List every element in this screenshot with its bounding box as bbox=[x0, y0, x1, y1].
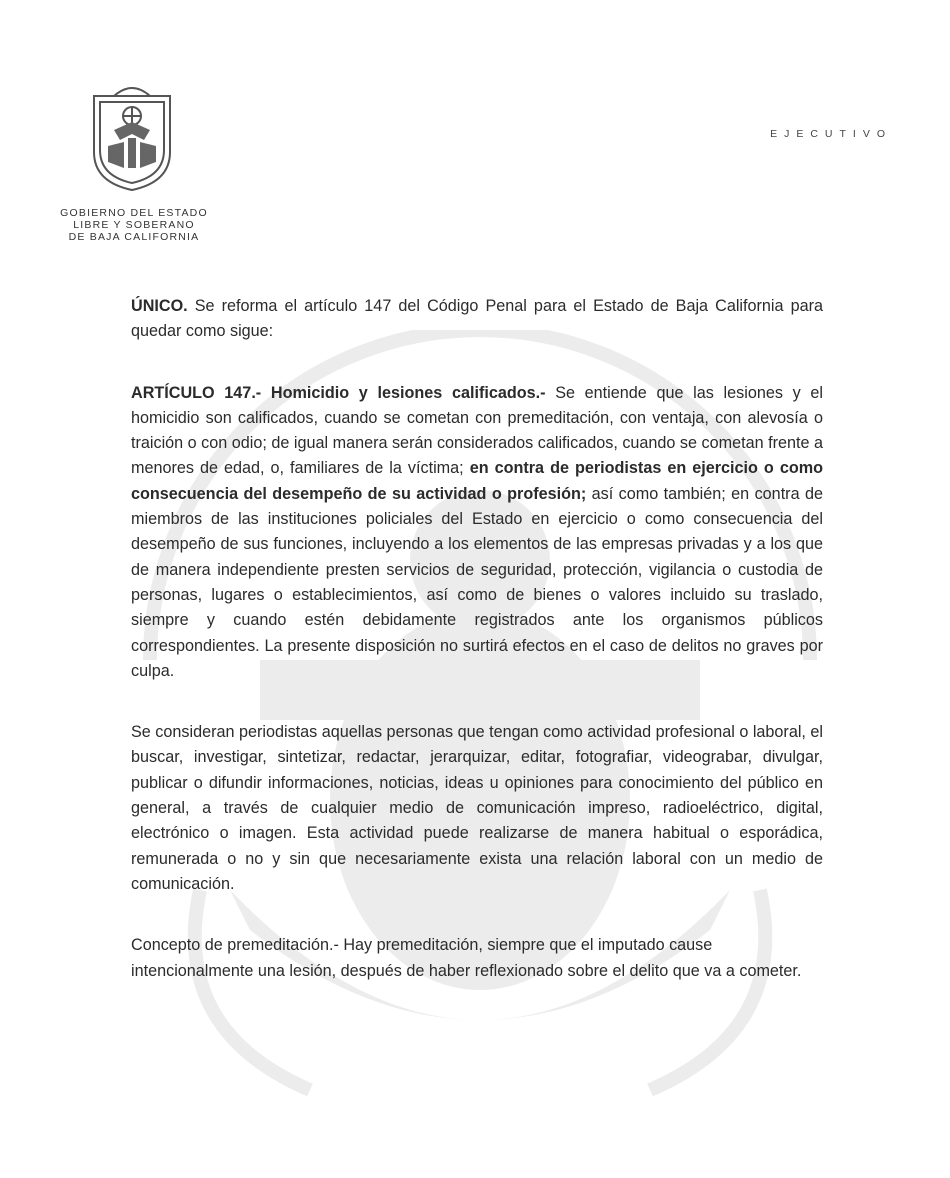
executive-label: EJECUTIVO bbox=[770, 128, 892, 140]
baja-california-coat-of-arms-icon bbox=[84, 82, 180, 194]
paragraph-article-147 bbox=[131, 381, 823, 685]
paragraph-unico bbox=[131, 294, 823, 345]
unico-text: Se reforma el artículo 147 del Código Penal para el Estado de Baja California para quedar como sigue: bbox=[131, 297, 823, 341]
article-147-bold-clause: en contra de periodistas en ejercicio o como consecuencia del desempeño de su actividad o profesión; bbox=[131, 459, 823, 503]
article-147-heading: ARTÍCULO 147.- Homicidio y lesiones calificados.- bbox=[131, 383, 546, 402]
document-body bbox=[131, 294, 823, 1020]
gov-name-line-1: GOBIERNO DEL ESTADO bbox=[60, 207, 208, 219]
paragraph-premeditacion: Concepto de premeditación.- Hay premeditación, siempre que el imputado cause intencionalmente una lesión, después de haber reflexionado sobre el delito que va a cometer. bbox=[131, 936, 802, 980]
gov-name-line-3: DE BAJA CALIFORNIA bbox=[68, 231, 200, 243]
government-name bbox=[52, 207, 216, 243]
article-147-text-1: Se entiende que las lesiones y el homicidio son calificados, cuando se cometan con premeditación, con ventaja, con alevosía o traición o con odio; de igual manera serán considerados calificados, cuando se cometan frente a menores de edad, o, familiares de la víctima; bbox=[131, 383, 823, 478]
gov-name-line-2: LIBRE Y SOBERANO bbox=[73, 219, 195, 231]
unico-heading: ÚNICO. bbox=[131, 297, 188, 315]
article-147-text-2: así como también; en contra de miembros de las instituciones policiales del Estado en ejercicio o como consecuencia del desempeño de sus funciones, incluyendo a los elementos de las empresas privadas y a los que de manera independiente presten servicios de seguridad, protección, vigilancia o custodia de personas, lugares o establecimientos, así como de bienes o valores incluido su traslado, siempre y cuando estén debidamente registrados ante los organismos públicos correspondientes. La presente disposición no surtirá efectos en el caso de delitos no graves por culpa. bbox=[131, 484, 823, 680]
paragraph-periodistas: Se consideran periodistas aquellas personas que tengan como actividad profesional o laboral, el buscar, investigar, sintetizar, redactar, jerarquizar, editar, fotografiar, videograbar, divulgar, publicar o difundir informaciones, noticias, ideas u opiniones para conocimiento del público en general, a través de cualquier medio de comunicación impreso, radioeléctrico, digital, electrónico o imagen. Esta actividad puede realizarse de manera habitual o esporádica, remunerada o no y sin que necesariamente exista una relación laboral con un medio de comunicación. bbox=[131, 723, 824, 893]
